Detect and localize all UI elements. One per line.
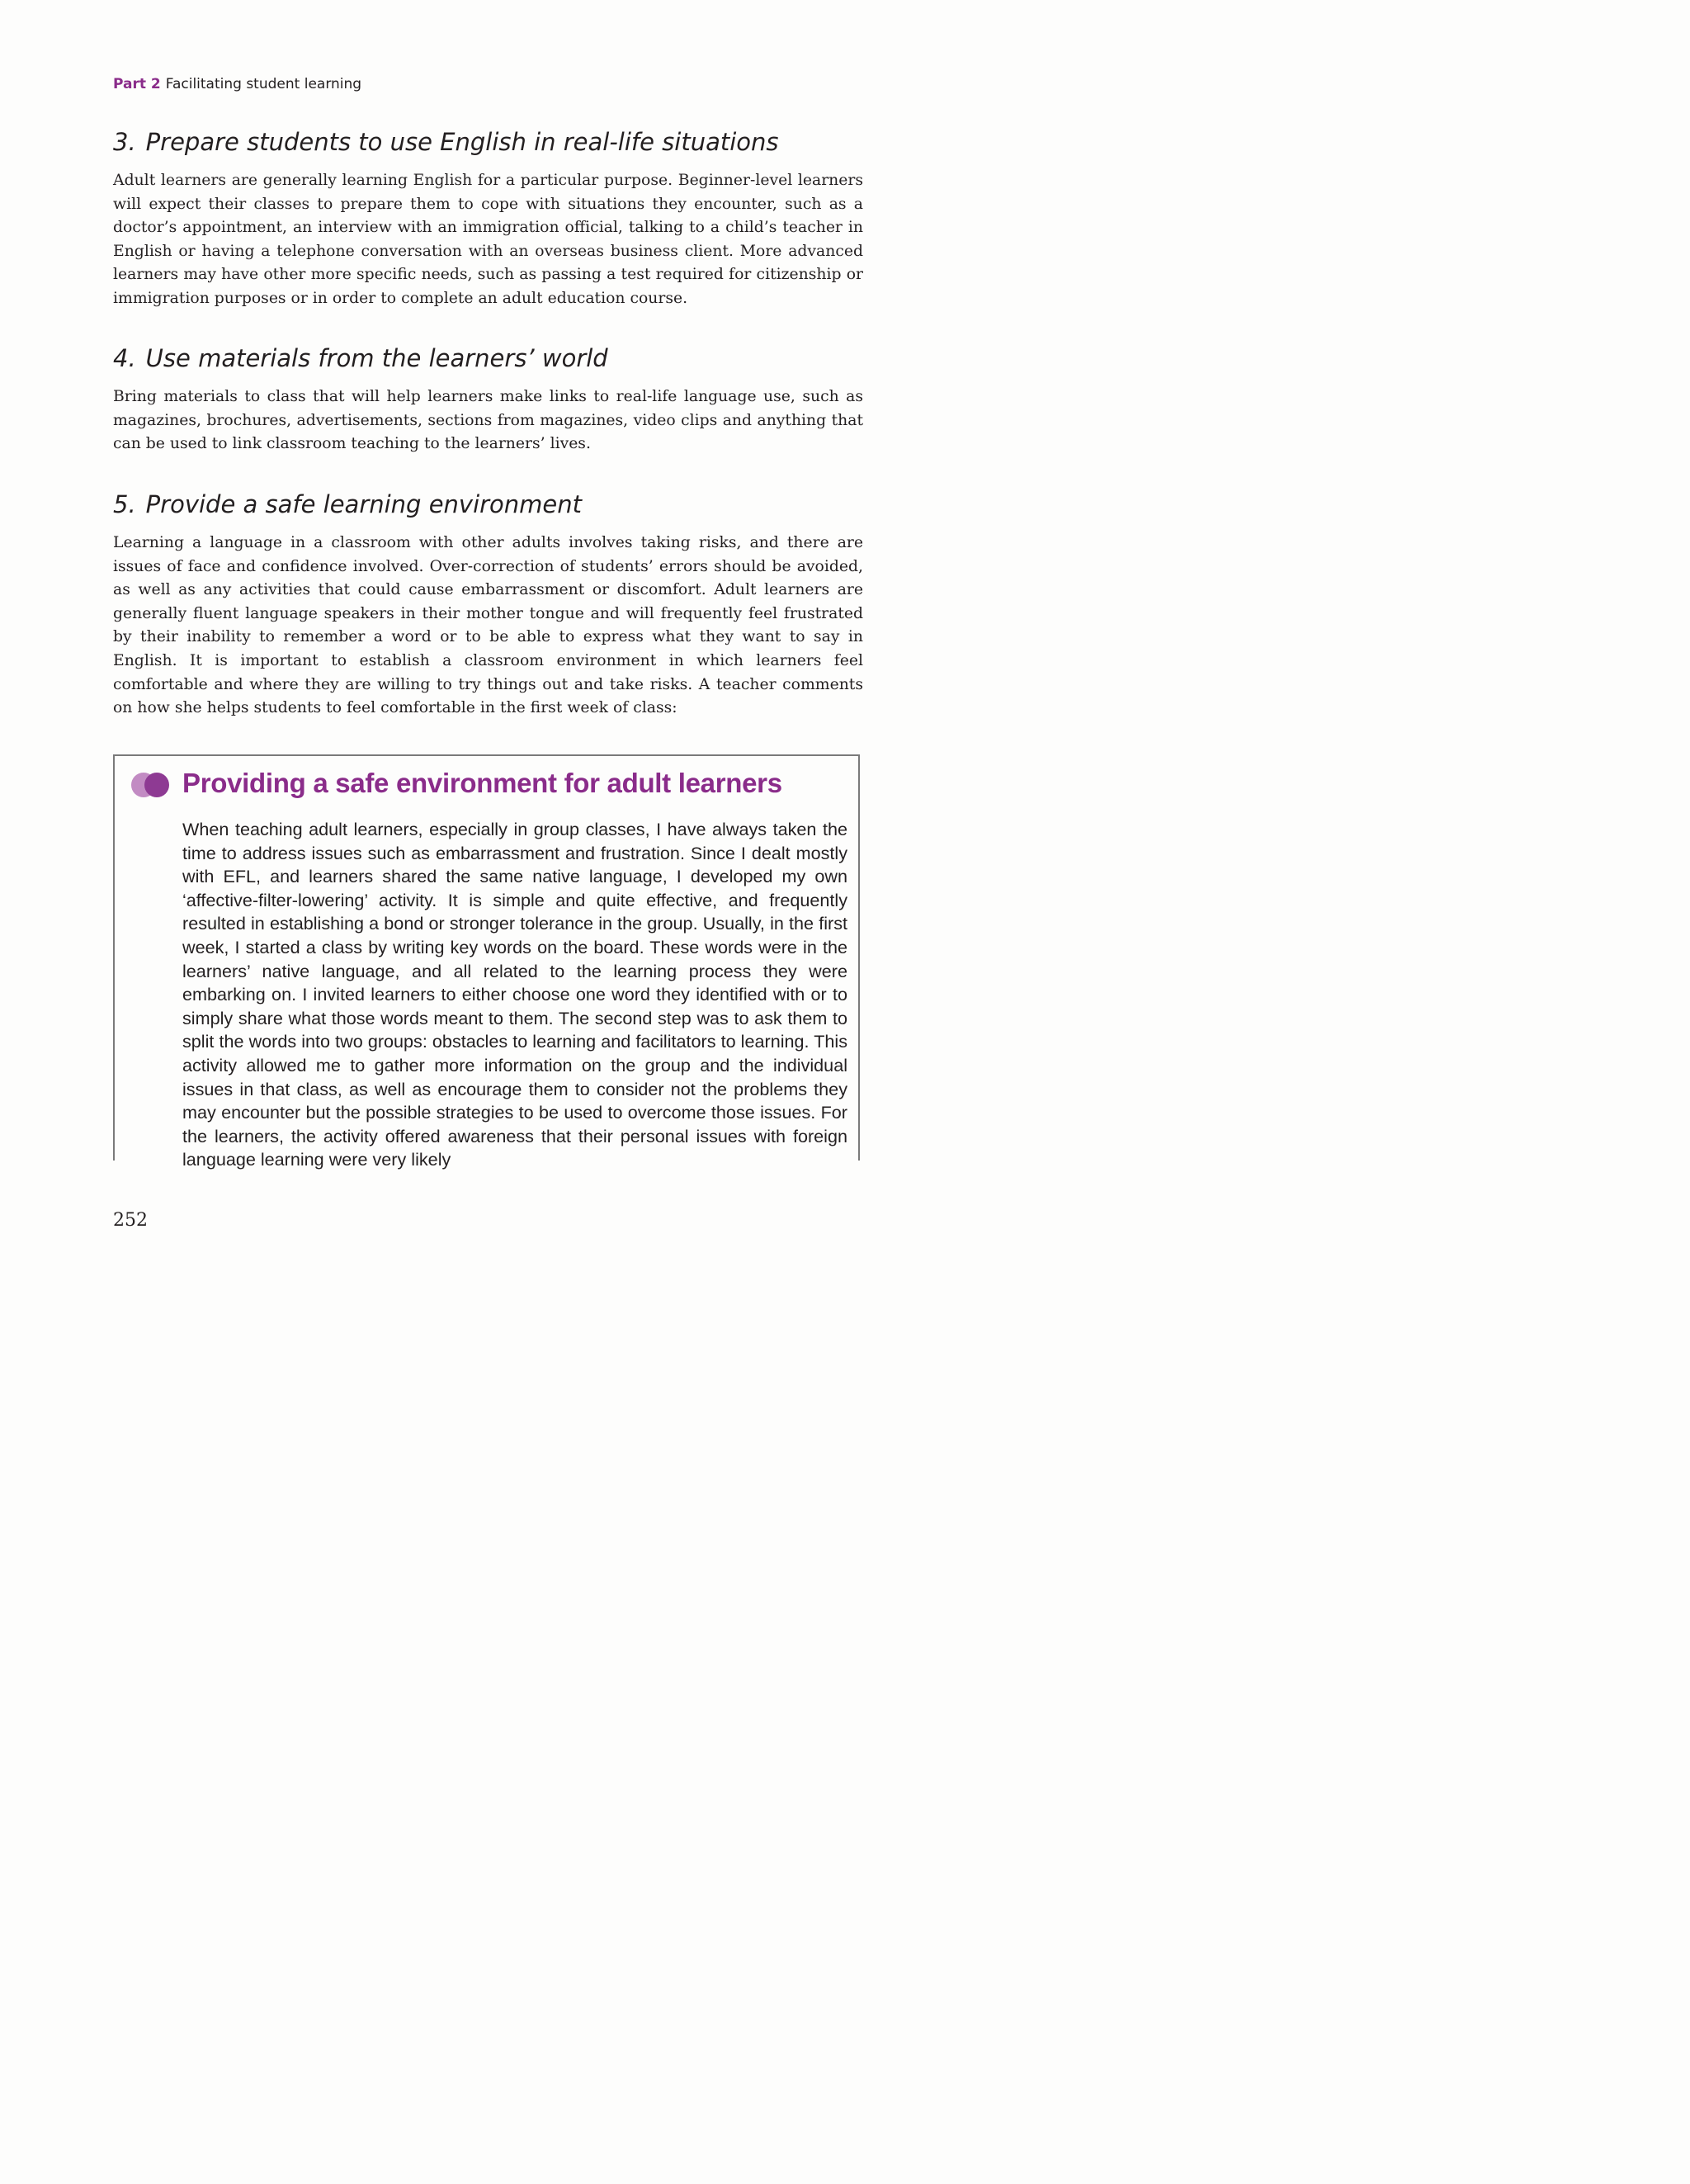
section-number: 4. — [113, 344, 136, 372]
section-title: Use materials from the learners’ world — [145, 344, 608, 372]
page-number: 252 — [113, 1210, 148, 1231]
section-title: Prepare students to use English in real-life situations — [145, 128, 779, 156]
section-heading-3 — [113, 128, 779, 156]
double-circle-icon — [130, 771, 171, 799]
feature-box-title: Providing a safe environment for adult learners — [182, 768, 782, 798]
section-body-4: Bring materials to class that will help learners make links to real-life language use, such as magazines, brochures, advertisements, sections from magazines, video clips and anything that can be used to link classroom teaching to the learners’ lives. — [113, 388, 863, 453]
section-number: 5. — [113, 490, 136, 518]
running-head-title: Facilitating student learning — [165, 76, 362, 92]
section-title: Provide a safe learning environment — [145, 490, 583, 518]
running-head — [113, 76, 361, 92]
section-number: 3. — [113, 128, 136, 156]
section-body-3: Adult learners are generally learning English for a particular purpose. Beginner-level learners will expect their classes to prepare them to cope with situations they encounter, such as a doctor’s appointment, an interview with an immigration official, talking to a child’s teacher in English or having a telephone conversation with an overseas business client. More advanced learners may have other more specific needs, such as passing a test required for citizenship or immigration purposes or in order to complete an adult education course. — [113, 172, 863, 307]
running-head-part: Part 2 — [113, 76, 161, 92]
section-heading-5 — [113, 490, 582, 518]
feature-box — [113, 754, 860, 1170]
section-body-5: Learning a language in a classroom with other adults involves taking risks, and there are issues of face and confidence involved. Over-correction of students’ errors should be avoided, as well as any activities that could cause embarrassment or discomfort. Adult learners are generally fluent language speakers in their mother tongue and will frequently feel frustrated by their inability to remember a word or to be able to express what they want to say in English. It is important to establish a classroom environment in which learners feel comfortable and where they are willing to try things out and take risks. A teacher comments on how she helps students to feel comfortable in the first week of class: — [113, 534, 863, 717]
section-heading-4 — [113, 344, 608, 372]
feature-box-text: When teaching adult learners, especially in group classes, I have always taken the time to address issues such as embarrassment and frustration. Since I dealt mostly with EFL, and learners shared the same native language, I developed my own ‘affective-filter-lowering’ activity. It is simple and quite effective, and frequently resulted in establishing a bond or stronger tolerance in the group. Usually, in the first week, I started a class by writing key words on the board. These words were in the learners’ native language, and all related to the learning process they were embarking on. I invited learners to either choose one word they identified with or to simply share what those words meant to them. The second step was to ask them to split the words into two groups: obstacles to learning and facilitators to learning. This activity allowed me to gather more information on the group and the individual issues in that class, as well as encourage them to consider not the problems they may encounter but the possible strategies to be used to overcome those issues. For the learners, the activity offered awareness that their personal issues with foreign language learning were very likely — [182, 819, 847, 1170]
